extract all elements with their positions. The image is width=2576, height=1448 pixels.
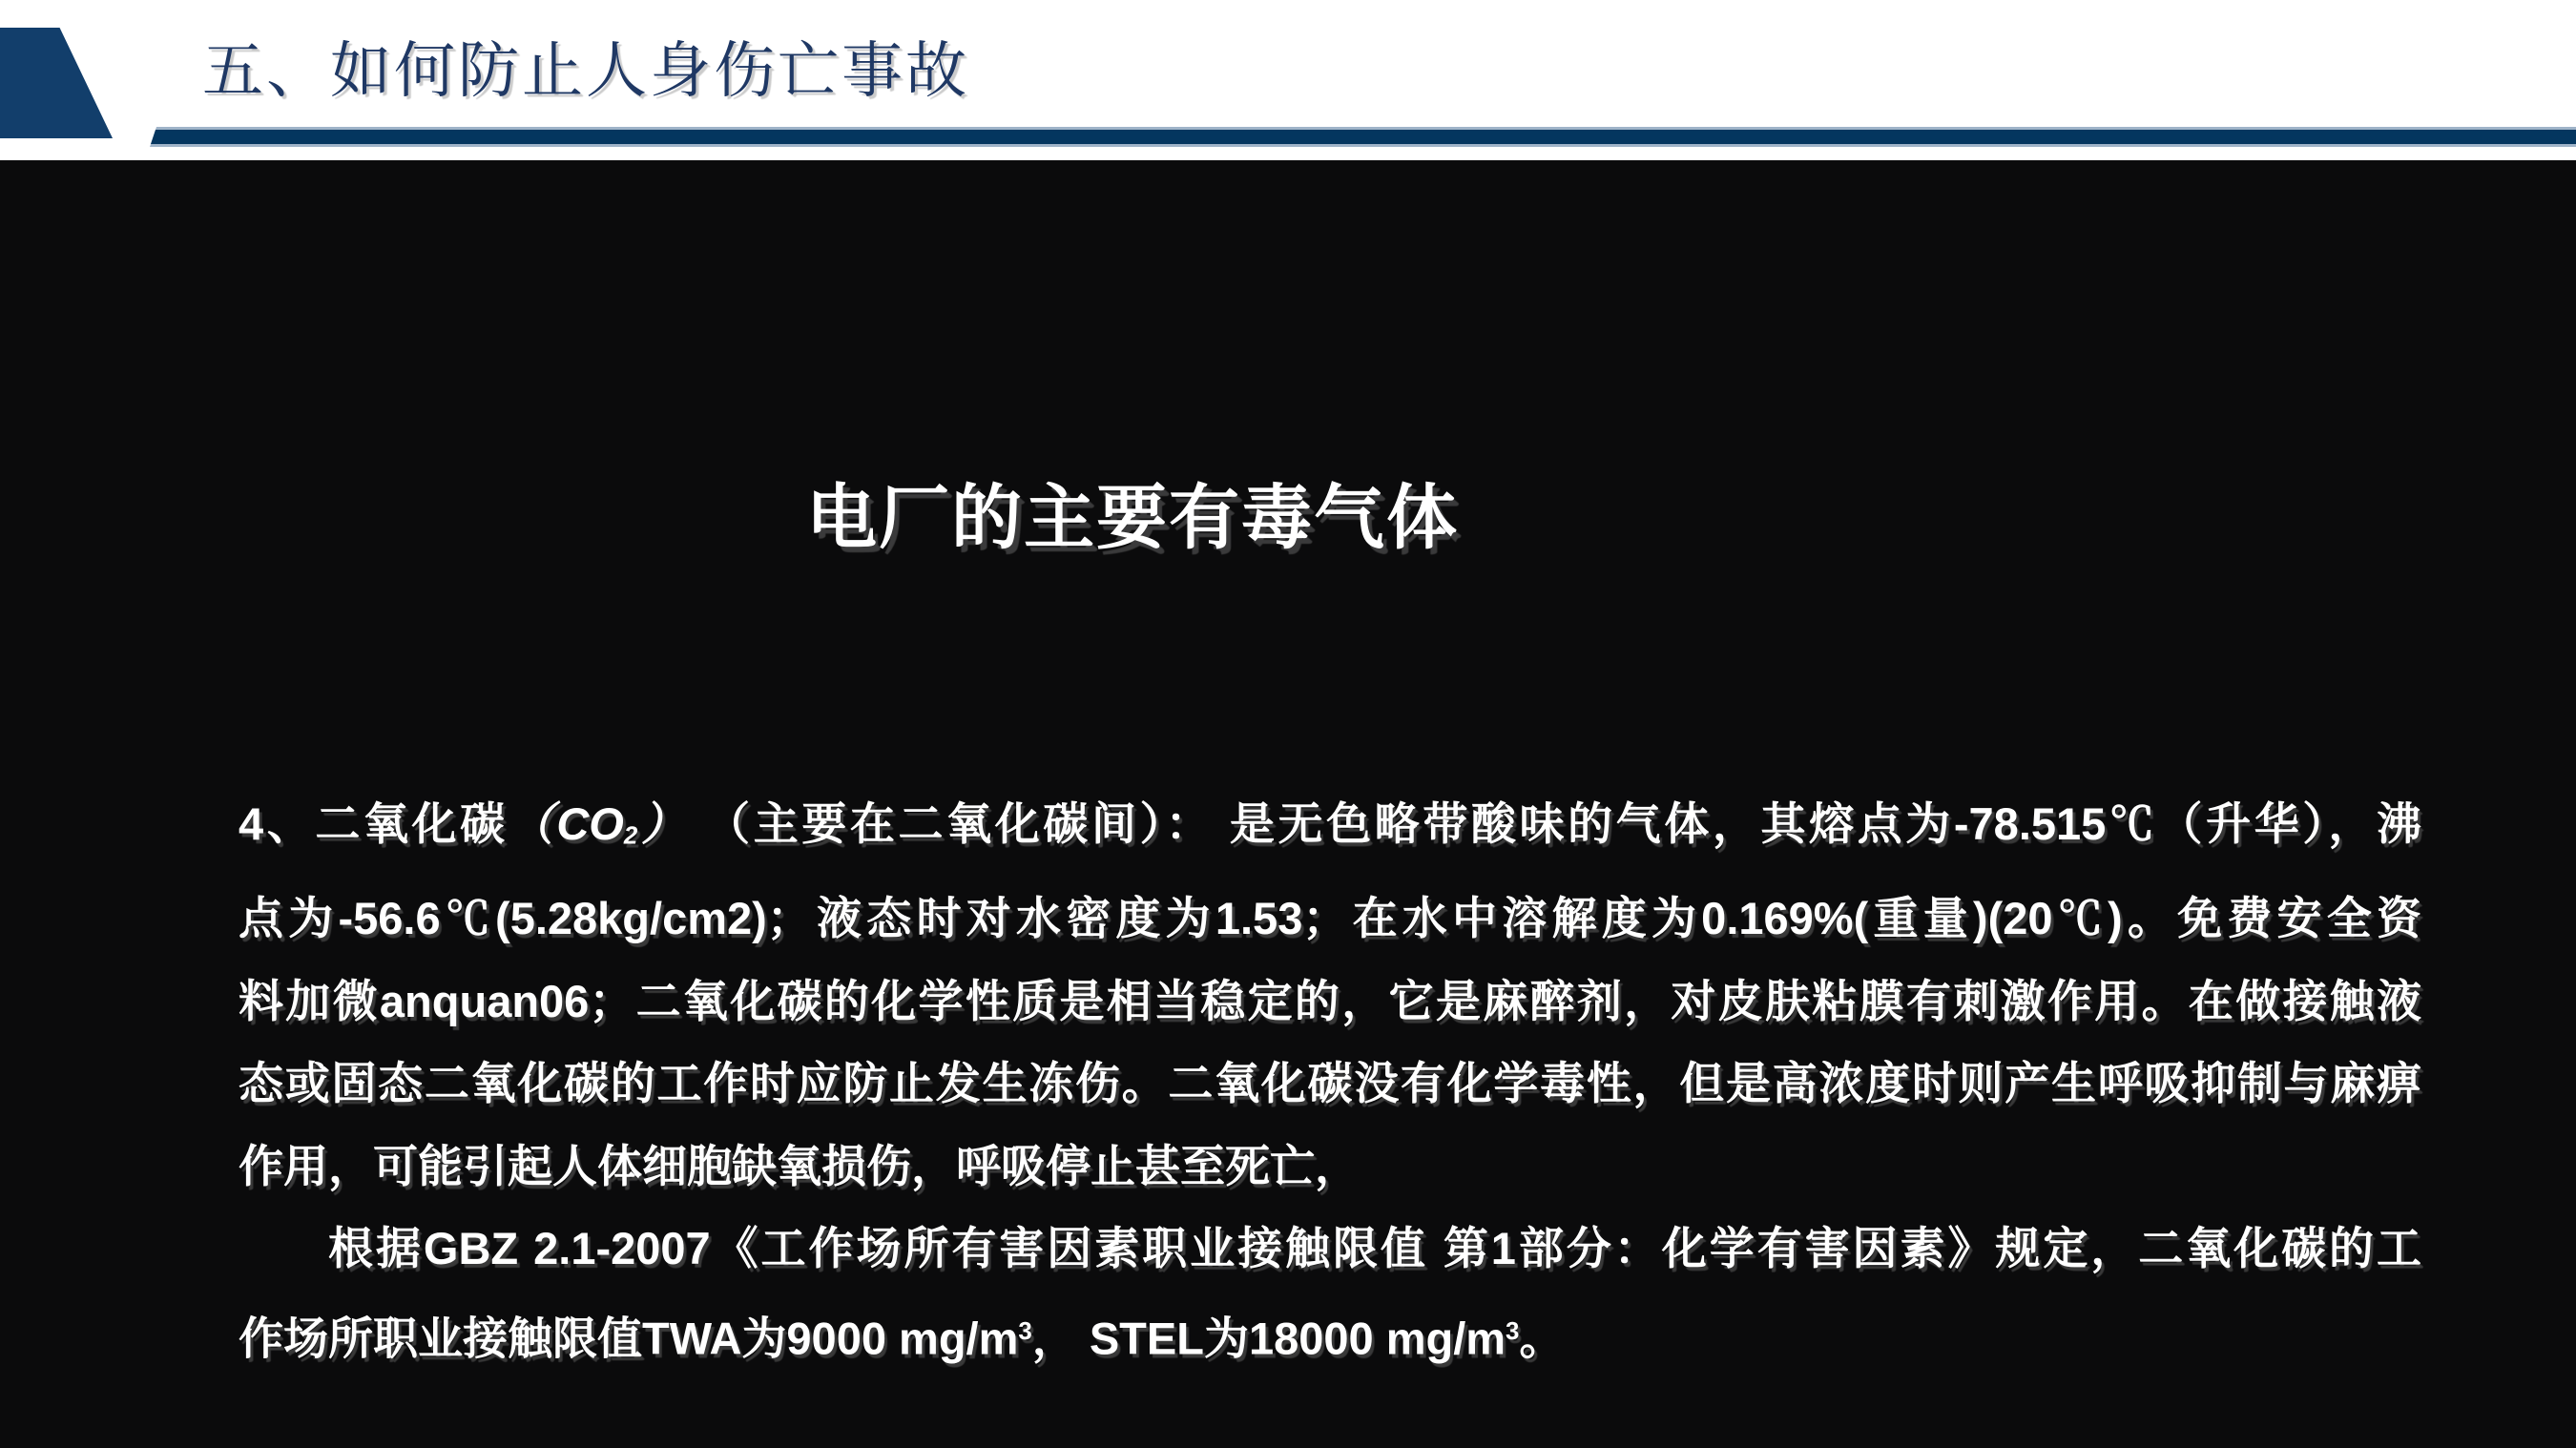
body-line-segment: 。: [1519, 1313, 1565, 1364]
body-line-segment: 根据GBZ 2.1-2007《工作场所有害因素职业接触限值 第1部分：化学有害因素》规定，二氧化碳的工: [328, 1223, 2421, 1274]
body-line-segment: ， STEL为18000 mg/m: [1031, 1313, 1506, 1364]
body-line-segment: 作用，可能引起人体细胞缺氧损伤，呼吸停止甚至死亡，: [239, 1140, 1360, 1191]
content-title: 电厂的主要有毒气体: [806, 478, 1459, 557]
body-line: [239, 878, 2421, 961]
body-line-segment: 3: [1018, 1317, 1032, 1345]
body-line-segment: 3: [1506, 1317, 1520, 1345]
body-text: [239, 783, 2421, 1380]
body-line: [239, 1208, 2421, 1291]
body-line: [239, 961, 2421, 1044]
header-divider-bar: [150, 127, 2576, 147]
body-line: [239, 1126, 2421, 1209]
body-line-segment: 态或固态二氧化碳的工作时应防止发生冻伤。二氧化碳没有化学毒性，但是高浓度时则产生呼吸抑制与麻痹: [239, 1058, 2421, 1109]
body-line-segment: 2: [623, 822, 638, 850]
body-line-segment: 料加微anquan06；二氧化碳的化学性质是相当稳定的，它是麻醉剂，对皮肤粘膜有刺激作用。在做接触液: [239, 975, 2421, 1026]
body-line: [239, 783, 2421, 878]
body-line: [239, 1043, 2421, 1126]
body-line: [239, 1291, 2421, 1380]
body-line-segment: 4、二氧化碳: [239, 798, 509, 849]
body-line-segment: （CO: [508, 798, 624, 849]
body-line-segment: （主要在二氧化碳间）： 是无色略带酸味的气体，其熔点为-78.515℃（升华），沸: [689, 798, 2421, 849]
header-accent-shape: [0, 28, 113, 138]
slide-body: [0, 160, 2576, 1448]
body-line-segment: 点为-56.6℃(5.28kg/cm2)；液态时对水密度为1.53；在水中溶解度为0.169%(重量)(20℃)。免费安全资: [239, 893, 2421, 944]
body-line-segment: 作场所职业接触限值TWA为9000 mg/m: [239, 1313, 1019, 1364]
header-divider-bar-fill: [150, 130, 2576, 144]
header-title: 五、如何防止人身伤亡事故: [202, 36, 969, 105]
slide-header: [0, 0, 2576, 160]
body-line-segment: ）: [637, 798, 690, 849]
